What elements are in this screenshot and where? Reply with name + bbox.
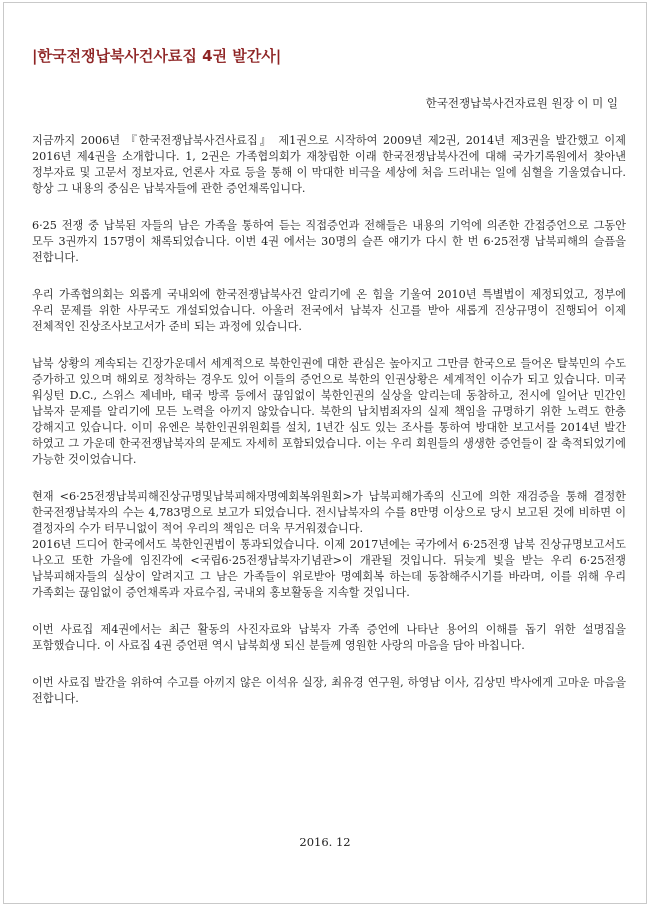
paragraph: 우리 가족협의회는 외롭게 국내외에 한국전쟁납북사건 알리기에 온 힘을 기울여 2010년 특별법이 제정되었고, 정부에 우리 문제를 위한 사무국도 개설되었습니다. 아울러 전국에서 납북자 신고를 받아 새롭게 진상규명이 진행되어 이제 전체적인 진상조사보고서가 준비 되는 과정에 있습니다. [32,288,626,333]
paragraph: 2016년 드디어 한국에서도 북한인권법이 통과되었습니다. 이제 2017년에는 국가에서 6·25전쟁 납북 진상규명보고서도 나오고 또한 가을에 임진각에 <국립6·25전쟁납북자기념관>이 개관될 것입니다. 뒤늦게 빛을 받는 우리 6·25전쟁 납북피해자들의 실상이 알려지고 그 남은 가족들이 위로받아 명예회복 하는데 동참해주시기를 바라며, 이를 위해 우리 가족회는 끊임없이 증언채록과 자료수집, 국내외 홍보활동을 지속할 것입니다. [32,538,626,599]
paragraph: 납북 상황의 계속되는 긴장가운데서 세계적으로 북한인권에 대한 관심은 높아지고 그만큼 한국으로 들어온 탈북민의 수도 증가하고 있으며 해외로 정착하는 경우도 있어 이들의 증언으로 북한의 인권상황은 세계적인 이슈가 되고 있습니다. 미국 워싱턴 D.C., 스위스 제네바, 태국 방콕 등에서 끊임없이 북한인권의 실상을 알리는데 동참하고, 전시에 일어난 민간인 납북자 문제를 알리기에 모든 노력을 아끼지 않았습니다. 북한의 납치범죄자의 실제 책임을 규명하기 위한 노력도 한층 강해지고 있습니다. 이미 유엔은 북한인권위원회를 설치, 1년간 심도 있는 조사를 통하여 방대한 보고서를 2014년 발간 하였고 그 가운데 한국전쟁납북자의 문제도 자세히 포함되었습니다. 이는 우리 회원들의 생생한 증언들이 잘 축적되었기에 가능한 것이었습니다. [32,357,626,466]
paragraph: 이번 사료집 발간을 위하여 수고를 아끼지 않은 이석유 실장, 최유경 연구원, 하영남 이사, 김상민 박사에게 고마운 마음을 전합니다. [32,676,626,705]
paragraph: 6·25 전쟁 중 납북된 자들의 남은 가족을 통하여 듣는 직접증언과 전해들은 내용의 기억에 의존한 간접증언으로 그동안 모두 3권까지 157명이 채록되었습니다. 이번 4권 에서는 30명의 슬픈 얘기가 다시 한 번 6·25전쟁 납북피해의 슬픔을 전합니다. [32,219,626,264]
document-page [3,2,647,904]
document-body [32,133,626,707]
paragraph: 현재 <6·25전쟁납북피해진상규명및납북피해자명예회복위원회>가 납북피해가족의 신고에 의한 재검증을 통해 결정한 한국전쟁납북자의 수는 4,783명으로 보고가 되었습니다. 전시납북자의 수를 8만명 이상으로 당시 보고된 것에 비하면 이 결정자의 수가 터무니없이 적어 우리의 책임은 더욱 무거워졌습니다. [32,490,626,535]
document-title: |한국전쟁납북사건사료집 4권 발간사| [32,47,282,65]
publication-date: 2016. 12 [299,835,351,849]
paragraph: 지금까지 2006년 『한국전쟁납북사건사료집』 제1권으로 시작하여 2009년 제2권, 2014년 제3권을 발간했고 이제 2016년 제4권을 소개합니다. 1, 2권은 가족협의회가 재창립한 이래 한국전쟁납북사건에 대해 국가기록원에서 찾아낸 정부자료 및 고문서 정보자료, 언론사 자료 등을 통해 이 막대한 비극을 세상에 처음 드러내는 일에 심혈을 기울였습니다. 항상 그 내용의 중심은 납북자들에 관한 증언채록입니다. [32,134,626,195]
paragraph: 이번 사료집 제4권에서는 최근 활동의 사진자료와 납북자 가족 증언에 나타난 용어의 이해를 돕기 위한 설명집을 포함했습니다. 이 사료집 4권 증언편 역시 납북희생 되신 분들께 영원한 사랑의 마음을 담아 바칩니다. [32,623,626,652]
author-line: 한국전쟁납북사건자료원 원장 이 미 일 [425,96,618,110]
